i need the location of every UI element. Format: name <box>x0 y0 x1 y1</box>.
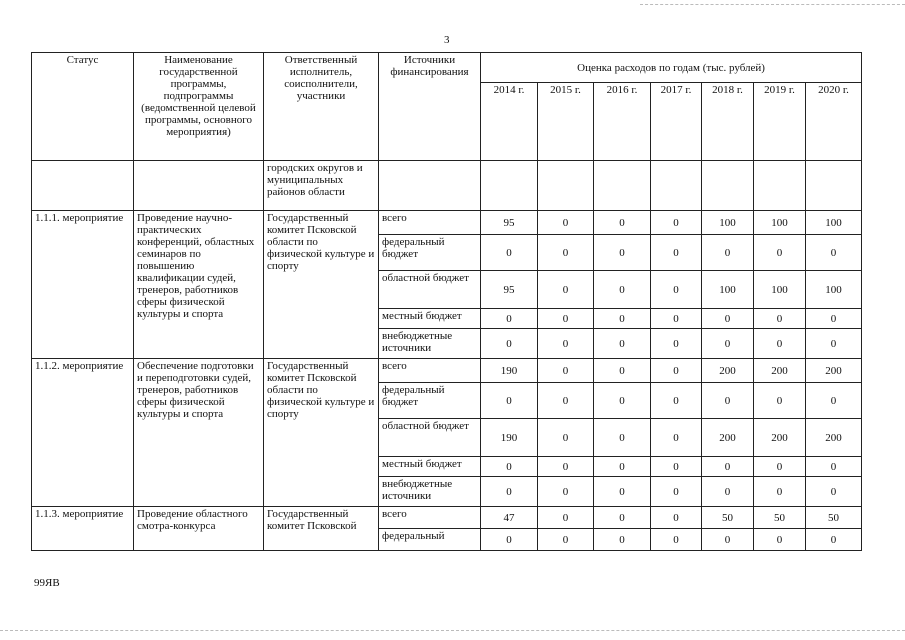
value-cell: 0 <box>481 329 538 359</box>
value-cell: 0 <box>806 309 862 329</box>
value-cell: 0 <box>754 383 806 419</box>
value-cell: 0 <box>806 477 862 507</box>
value-cell: 0 <box>806 329 862 359</box>
value-cell: 0 <box>481 457 538 477</box>
program-name-cell: Проведение областного смотра-конкурса <box>134 507 264 551</box>
value-cell: 0 <box>538 383 594 419</box>
value-cell: 0 <box>651 271 702 309</box>
program-name-cell: Проведение научно-практических конференций, областных семинаров по повышению квалификации судей, тренеров, работников сферы физической культуры и спорта <box>134 211 264 359</box>
value-cell: 200 <box>702 359 754 383</box>
program-name-cell <box>134 161 264 211</box>
page-number: 3 <box>444 34 450 46</box>
value-cell: 0 <box>538 507 594 529</box>
value-cell: 50 <box>754 507 806 529</box>
empty-cell <box>702 161 754 211</box>
table-row <box>32 211 862 235</box>
status-cell: 1.1.1. мероприятие <box>32 211 134 359</box>
value-cell: 0 <box>538 457 594 477</box>
value-cell: 0 <box>594 235 651 271</box>
funding-source-cell: всего <box>379 211 481 235</box>
value-cell: 0 <box>538 309 594 329</box>
value-cell: 200 <box>806 419 862 457</box>
value-cell: 0 <box>594 477 651 507</box>
table-row <box>32 359 862 383</box>
header-cost-estimate: Оценка расходов по годам (тыс. рублей) <box>481 53 862 83</box>
header-year: 2014 г. <box>481 83 538 161</box>
header-funding-sources: Источники финансирования <box>379 53 481 161</box>
empty-cell <box>651 161 702 211</box>
value-cell: 0 <box>594 329 651 359</box>
empty-cell <box>538 161 594 211</box>
value-cell: 95 <box>481 211 538 235</box>
value-cell: 0 <box>702 457 754 477</box>
value-cell: 0 <box>806 457 862 477</box>
value-cell: 0 <box>702 309 754 329</box>
value-cell: 0 <box>754 529 806 551</box>
value-cell: 0 <box>538 271 594 309</box>
funding-source-cell: федеральный бюджет <box>379 235 481 271</box>
value-cell: 0 <box>481 235 538 271</box>
status-cell <box>32 161 134 211</box>
value-cell: 0 <box>538 477 594 507</box>
value-cell: 0 <box>651 477 702 507</box>
program-name-cell: Обеспечение подготовки и переподготовки судей, тренеров, работников сферы физической культуры и спорта <box>134 359 264 507</box>
value-cell: 0 <box>594 383 651 419</box>
header-responsible: Ответственный исполнитель, соисполнители, участники <box>264 53 379 161</box>
header-year: 2018 г. <box>702 83 754 161</box>
value-cell: 0 <box>651 457 702 477</box>
value-cell: 0 <box>538 359 594 383</box>
value-cell: 47 <box>481 507 538 529</box>
header-year: 2019 г. <box>754 83 806 161</box>
value-cell: 0 <box>538 529 594 551</box>
empty-cell <box>379 161 481 211</box>
value-cell: 0 <box>538 235 594 271</box>
value-cell: 50 <box>806 507 862 529</box>
value-cell: 0 <box>538 329 594 359</box>
value-cell: 0 <box>806 383 862 419</box>
funding-source-cell: местный бюджет <box>379 457 481 477</box>
empty-cell <box>806 161 862 211</box>
header-status: Статус <box>32 53 134 161</box>
responsible-cell: Государственный комитет Псковской <box>264 507 379 551</box>
value-cell: 0 <box>754 309 806 329</box>
value-cell: 100 <box>754 211 806 235</box>
status-cell: 1.1.3. мероприятие <box>32 507 134 551</box>
value-cell: 0 <box>481 477 538 507</box>
value-cell: 95 <box>481 271 538 309</box>
funding-source-cell: областной бюджет <box>379 419 481 457</box>
funding-source-cell: внебюджетные источники <box>379 329 481 359</box>
scan-artifact-top <box>640 4 905 6</box>
empty-cell <box>754 161 806 211</box>
footer-code: 99ЯВ <box>34 577 60 589</box>
funding-source-cell: всего <box>379 359 481 383</box>
value-cell: 0 <box>651 235 702 271</box>
value-cell: 0 <box>594 419 651 457</box>
value-cell: 0 <box>754 329 806 359</box>
funding-source-cell: федеральный <box>379 529 481 551</box>
value-cell: 0 <box>594 359 651 383</box>
budget-table <box>31 52 862 551</box>
value-cell: 0 <box>538 211 594 235</box>
value-cell: 0 <box>702 383 754 419</box>
responsible-cell: Государственный комитет Псковской области по физической культуре и спорту <box>264 359 379 507</box>
value-cell: 0 <box>594 529 651 551</box>
value-cell: 0 <box>806 529 862 551</box>
empty-cell <box>594 161 651 211</box>
responsible-cell: Государственный комитет Псковской области по физической культуре и спорту <box>264 211 379 359</box>
value-cell: 0 <box>481 529 538 551</box>
value-cell: 0 <box>754 477 806 507</box>
value-cell: 0 <box>702 329 754 359</box>
funding-source-cell: внебюджетные источники <box>379 477 481 507</box>
scan-artifact-bottom <box>0 630 905 632</box>
header-year: 2016 г. <box>594 83 651 161</box>
value-cell: 0 <box>481 383 538 419</box>
value-cell: 0 <box>594 457 651 477</box>
value-cell: 200 <box>754 359 806 383</box>
value-cell: 0 <box>594 271 651 309</box>
value-cell: 0 <box>481 309 538 329</box>
value-cell: 0 <box>702 529 754 551</box>
value-cell: 0 <box>651 419 702 457</box>
value-cell: 100 <box>806 211 862 235</box>
value-cell: 100 <box>806 271 862 309</box>
value-cell: 0 <box>538 419 594 457</box>
header-year: 2015 г. <box>538 83 594 161</box>
value-cell: 0 <box>702 235 754 271</box>
header-year: 2020 г. <box>806 83 862 161</box>
value-cell: 0 <box>651 211 702 235</box>
value-cell: 0 <box>651 529 702 551</box>
table-row <box>32 507 862 529</box>
value-cell: 200 <box>806 359 862 383</box>
value-cell: 0 <box>754 457 806 477</box>
value-cell: 100 <box>702 211 754 235</box>
value-cell: 190 <box>481 359 538 383</box>
value-cell: 0 <box>651 359 702 383</box>
value-cell: 0 <box>651 383 702 419</box>
value-cell: 0 <box>806 235 862 271</box>
funding-source-cell: всего <box>379 507 481 529</box>
value-cell: 0 <box>651 507 702 529</box>
value-cell: 0 <box>651 309 702 329</box>
header-year: 2017 г. <box>651 83 702 161</box>
header-program-name: Наименование государственной программы, подпрограммы (ведомственной целевой программы, основного мероприятия) <box>134 53 264 161</box>
value-cell: 0 <box>651 329 702 359</box>
empty-cell <box>481 161 538 211</box>
responsible-cell: городских округов и муниципальных районов области <box>264 161 379 211</box>
value-cell: 0 <box>594 309 651 329</box>
value-cell: 0 <box>594 211 651 235</box>
funding-source-cell: федеральный бюджет <box>379 383 481 419</box>
value-cell: 100 <box>702 271 754 309</box>
value-cell: 190 <box>481 419 538 457</box>
status-cell: 1.1.2. мероприятие <box>32 359 134 507</box>
value-cell: 50 <box>702 507 754 529</box>
value-cell: 0 <box>702 477 754 507</box>
value-cell: 0 <box>594 507 651 529</box>
value-cell: 200 <box>754 419 806 457</box>
value-cell: 200 <box>702 419 754 457</box>
funding-source-cell: областной бюджет <box>379 271 481 309</box>
continuation-row <box>32 161 862 211</box>
value-cell: 100 <box>754 271 806 309</box>
funding-source-cell: местный бюджет <box>379 309 481 329</box>
value-cell: 0 <box>754 235 806 271</box>
